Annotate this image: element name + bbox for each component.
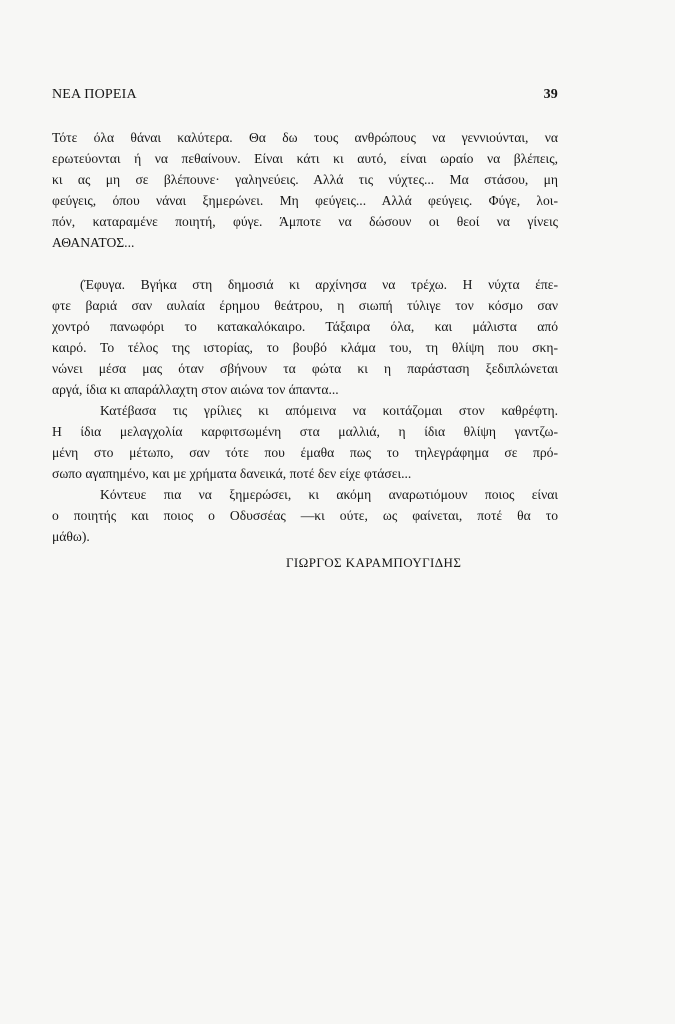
text-line: Κόντευε πια να ξημερώσει, κι ακόμη αναρωτιόμουν ποιος είναι	[100, 487, 558, 502]
text-line: ΑΘΑΝΑΤΟΣ...	[52, 235, 135, 250]
author-signature: ΓΙΩΡΓΟΣ ΚΑΡΑΜΠΟΥΓΙΔΗΣ	[286, 555, 462, 570]
text-line: ερωτεύονται ή να πεθαίνουν. Είναι κάτι κι αυτό, είναι ωραίο να βλέπεις,	[52, 151, 558, 166]
text-line: πόν, καταραμένε ποιητή, φύγε. Άμποτε να δώσουν οι θεοί να γίνεις	[52, 214, 558, 229]
text-line: (Έφυγα. Βγήκα στη δημοσιά κι αρχίνησα να τρέχω. Η νύχτα έπε-	[80, 277, 558, 292]
paragraph-3	[52, 400, 558, 484]
page-number: 39	[543, 87, 558, 102]
text-line: Κατέβασα τις γρίλιες κι απόμεινα να κοιτάζομαι στον καθρέφτη.	[100, 403, 558, 418]
text-line: χοντρό πανωφόρι το κατακαλόκαιρο. Τάξαιρα όλα, και μάλιστα από	[52, 319, 558, 334]
text-line: ο ποιητής και ποιος ο Οδυσσέας —κι ούτε, ως φαίνεται, ποτέ θα το	[52, 508, 558, 523]
text-line: μάθω).	[52, 529, 90, 544]
text-line: φεύγεις, όπου νάναι ξημερώνει. Μη φεύγεις... Αλλά φεύγεις. Φύγε, λοι-	[52, 193, 558, 208]
text-line: Η ίδια μελαγχολία καρφιτσωμένη στα μαλλιά, η ίδια θλίψη γαντζω-	[52, 424, 558, 439]
paragraph-2	[52, 274, 558, 400]
journal-title: ΝΕΑ ΠΟΡΕΙΑ	[52, 87, 137, 102]
text-line: Τότε όλα θάναι καλύτερα. Θα δω τους ανθρώπους να γεννιούνται, να	[52, 130, 558, 145]
text-line: καιρό. Το τέλος της ιστορίας, το βουβό κλάμα του, τη θλίψη που σκη-	[52, 340, 558, 355]
body-text	[52, 127, 558, 547]
paragraph-4	[52, 484, 558, 547]
text-line: σωπο αγαπημένο, και με χρήματα δανεικά, ποτέ δεν είχε φτάσει...	[52, 466, 412, 481]
text-line: κι ας μη σε βλέπουνε· γαληνεύεις. Αλλά τις νύχτες... Μα στάσου, μη	[52, 172, 558, 187]
text-line: αργά, ίδια κι απαράλλαχτη στον αιώνα τον άπαντα...	[52, 382, 339, 397]
text-line: νώνει μέσα μας όταν σβήνουν τα φώτα κι η παράσταση ξεδιπλώνεται	[52, 361, 558, 376]
text-line: φτε βαριά σαν αυλαία έρημου θεάτρου, η σιωπή τύλιγε τον κόσμο σαν	[52, 298, 558, 313]
text-line: μένη στο μέτωπο, σαν τότε που έμαθα πως το τηλεγράφημα σε πρό-	[52, 445, 558, 460]
paragraph-gap	[52, 253, 558, 274]
paragraph-1	[52, 127, 558, 253]
